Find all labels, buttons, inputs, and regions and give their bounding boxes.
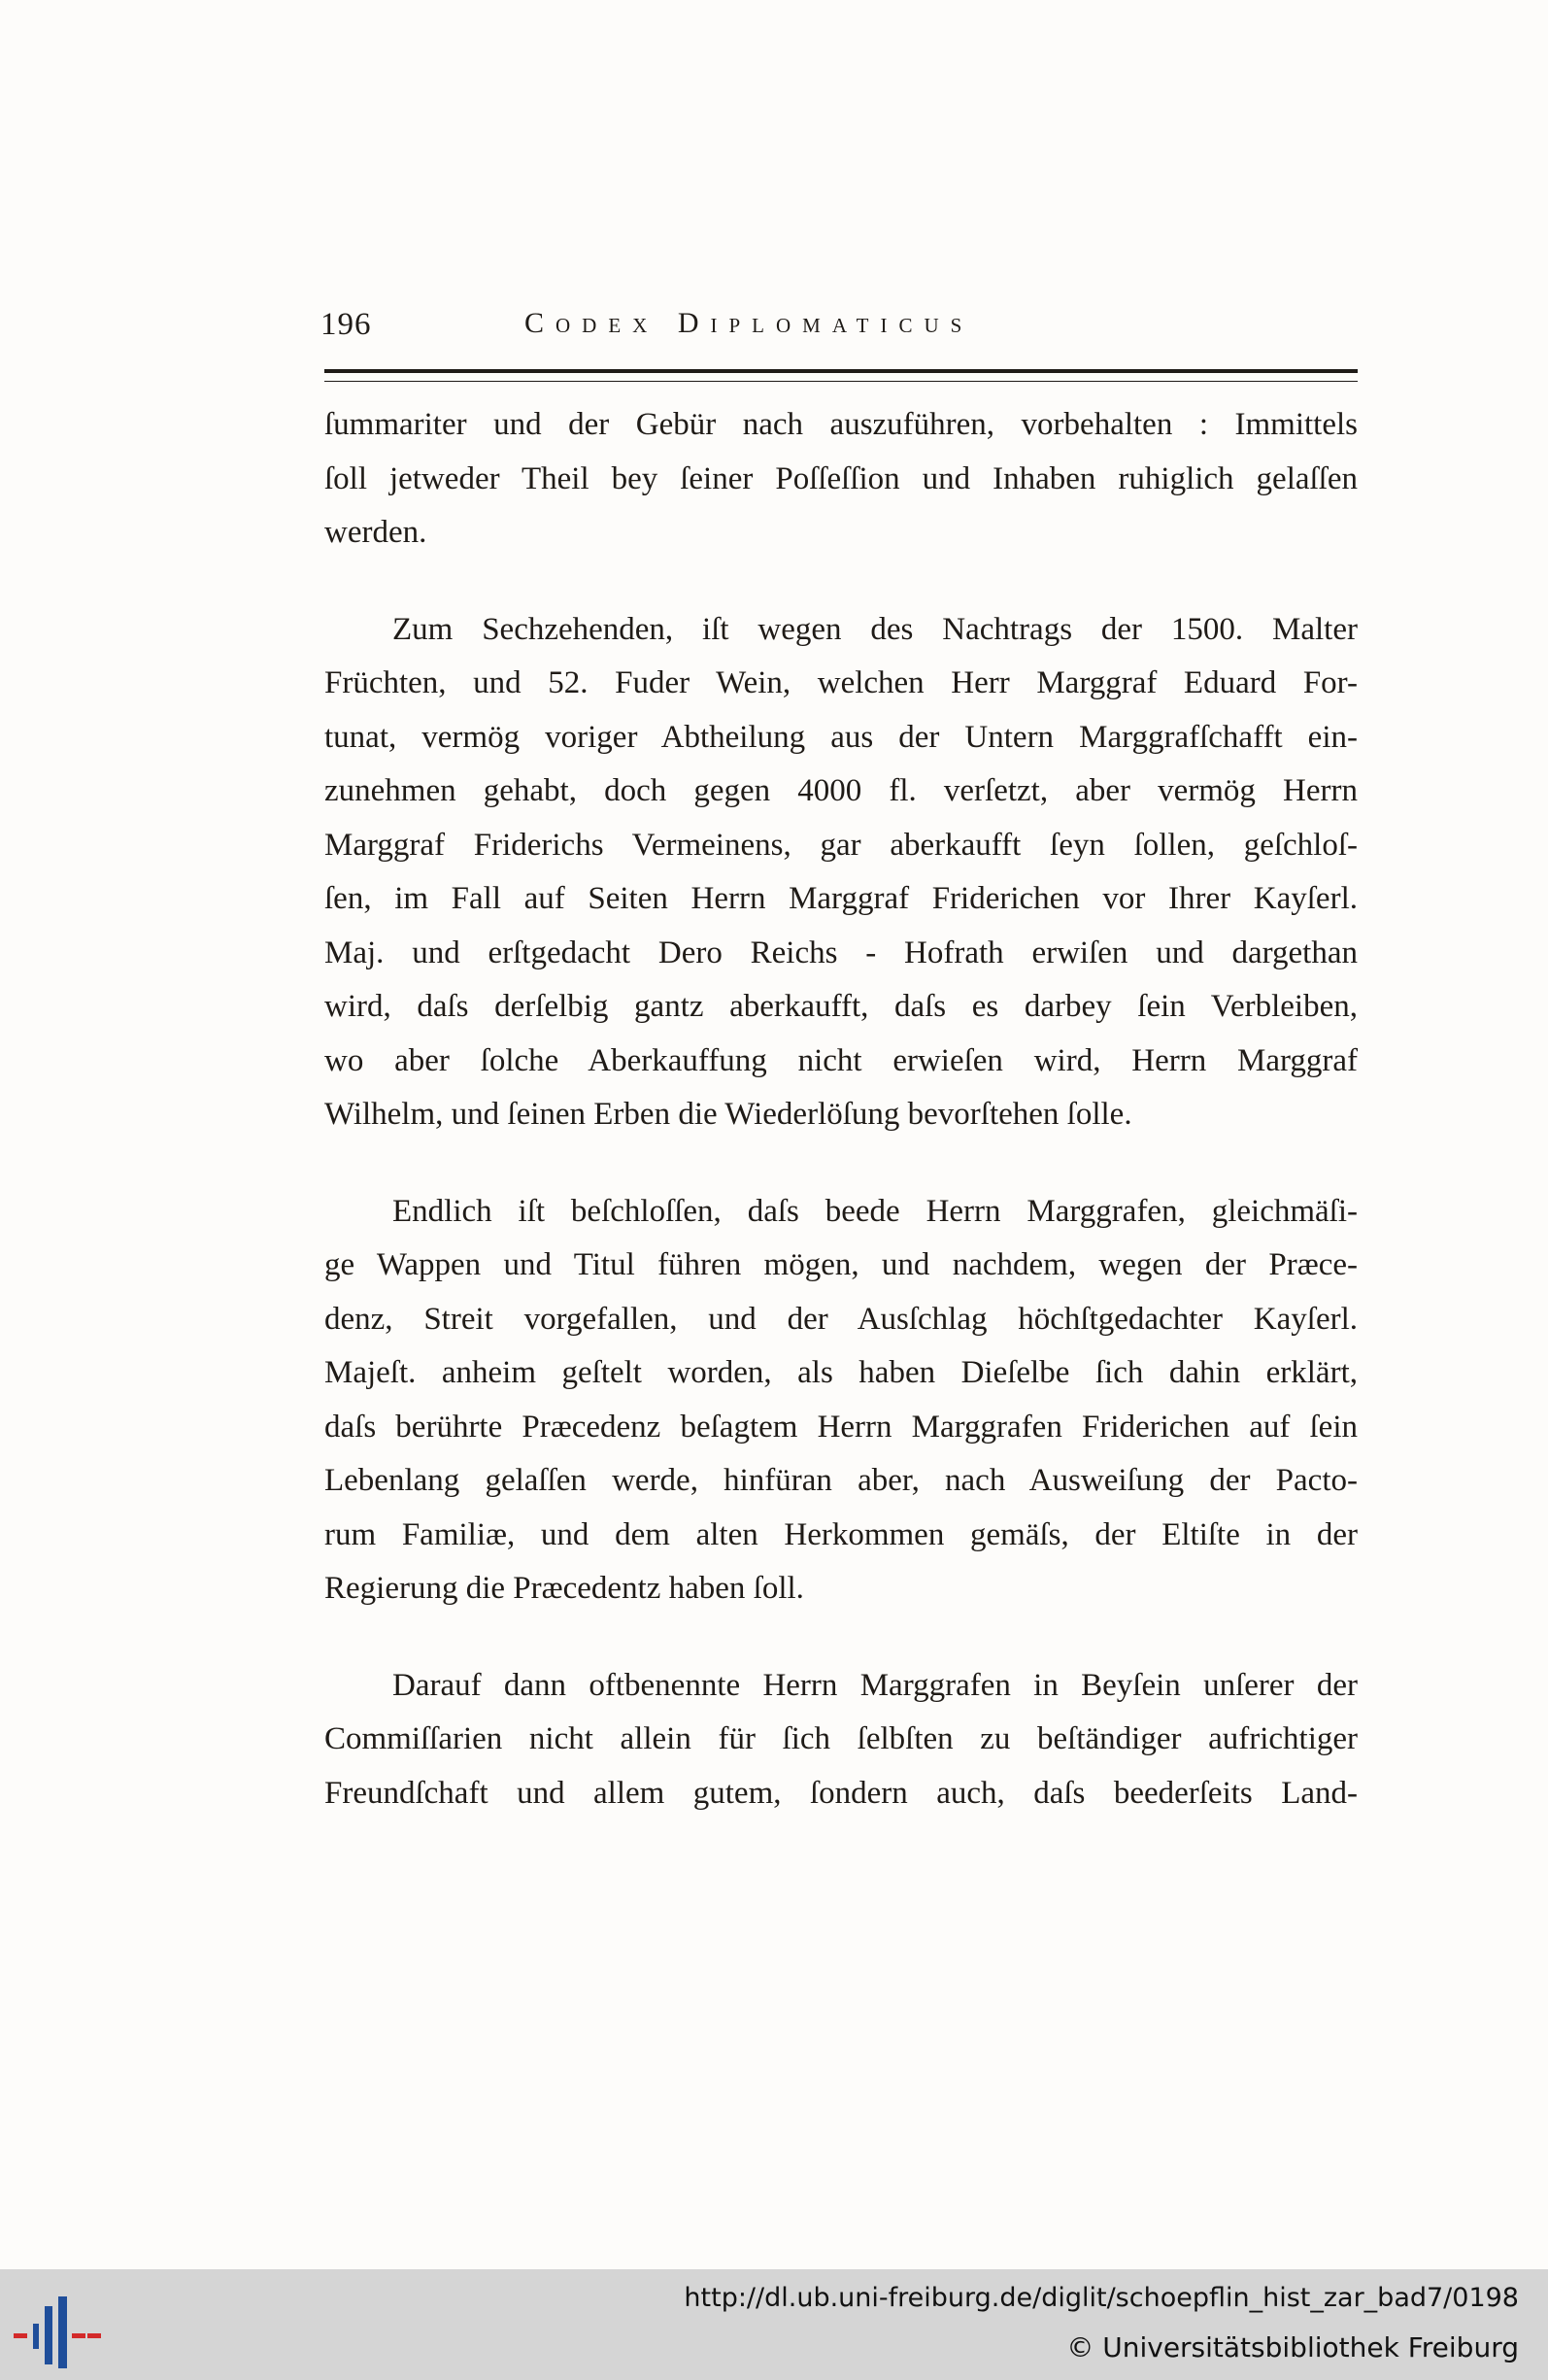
text-line: Marggraf Friderichs Vermeinens, gar aberkaufft ſeyn ſollen, geſchloſ- [324,827,1358,863]
text-line: ge Wappen und Titul führen mögen, und nachdem, wegen der Præce- [324,1247,1358,1282]
text-line: ſen, im Fall auf Seiten Herrn Marggraf Friderichen vor Ihrer Kayſerl. [324,881,1358,916]
text-line: Früchten, und 52. Fuder Wein, welchen Herr Marggraf Eduard For- [324,665,1358,700]
text-line: Lebenlang gelaſſen werde, hinfüran aber, nach Ausweiſung der Pacto- [324,1463,1358,1498]
text-line: Maj. und erſtgedacht Dero Reichs - Hofrath erwiſen und dargethan [324,935,1358,970]
text-line: Commiſſarien nicht allein für ſich ſelbſten zu beſtändiger aufrichtiger [324,1721,1358,1756]
permalink-url[interactable]: http://dl.ub.uni-freiburg.de/diglit/schoepflin_hist_zar_bad7/0198 [684,2283,1519,2313]
text-line: wo aber ſolche Aberkauffung nicht erwieſen wird, Herrn Marggraf [324,1042,1358,1078]
paragraph-spacer [324,1142,1358,1185]
ub-freiburg-logo-icon [14,2296,101,2368]
text-line: wird, daſs derſelbig gantz aberkaufft, daſs es darbey ſein Verbleiben, [324,989,1358,1024]
copyright-notice: © Universitätsbibliothek Freiburg [1066,2331,1519,2363]
text-line: Regierung die Præcedentz haben ſoll. [324,1571,804,1606]
running-title: Codex Diplomaticus [524,307,974,339]
running-head [320,303,1360,352]
text-line: Zum Sechzehenden, iſt wegen des Nachtrags der 1500. Malter [392,611,1358,647]
body-text [324,398,1358,1820]
text-line: Wilhelm, und ſeinen Erben die Wiederlöſung bevorſtehen ſolle. [324,1097,1132,1132]
paragraph-4 [324,1659,1358,1821]
page-number: 196 [320,307,372,342]
paragraph-spacer [324,1616,1358,1659]
header-rule-thin [324,381,1358,382]
paragraph-3 [324,1185,1358,1616]
text-line: rum Familiæ, und dem alten Herkommen gemäſs, der Eltiſte in der [324,1516,1358,1552]
text-line: Endlich iſt beſchloſſen, daſs beede Herrn Marggrafen, gleichmäſi- [392,1193,1358,1229]
text-line: daſs berührte Præcedenz beſagtem Herrn Marggrafen Friderichen auf ſein [324,1409,1358,1445]
text-line: Majeſt. anheim geſtelt worden, als haben Dieſelbe ſich dahin erklärt, [324,1355,1358,1390]
header-rule-thick [324,369,1358,373]
text-line: denz, Streit vorgefallen, und der Ausſchlag höchſtgedachter Kayſerl. [324,1301,1358,1337]
text-line: ſummariter und der Gebür nach auszuführen, vorbehalten : Immittels [324,407,1358,442]
viewer-footer [0,2269,1548,2380]
text-line: zunehmen gehabt, doch gegen 4000 fl. verſetzt, aber vermög Herrn [324,773,1358,808]
paragraph-spacer [324,561,1358,603]
text-line: Darauf dann oftbenennte Herrn Marggrafen in Beyſein unſerer der [392,1667,1358,1703]
text-line: werden. [324,515,427,550]
text-line: tunat, vermög voriger Abtheilung aus der Untern Marggrafſchafft ein- [324,719,1358,755]
paragraph-1 [324,398,1358,561]
text-line: Freundſchaft und allem gutem, ſondern auch, daſs beederſeits Land- [324,1775,1358,1811]
text-line: ſoll jetweder Theil bey ſeiner Poſſeſſion und Inhaben ruhiglich gelaſſen [324,460,1358,496]
paragraph-2 [324,603,1358,1142]
